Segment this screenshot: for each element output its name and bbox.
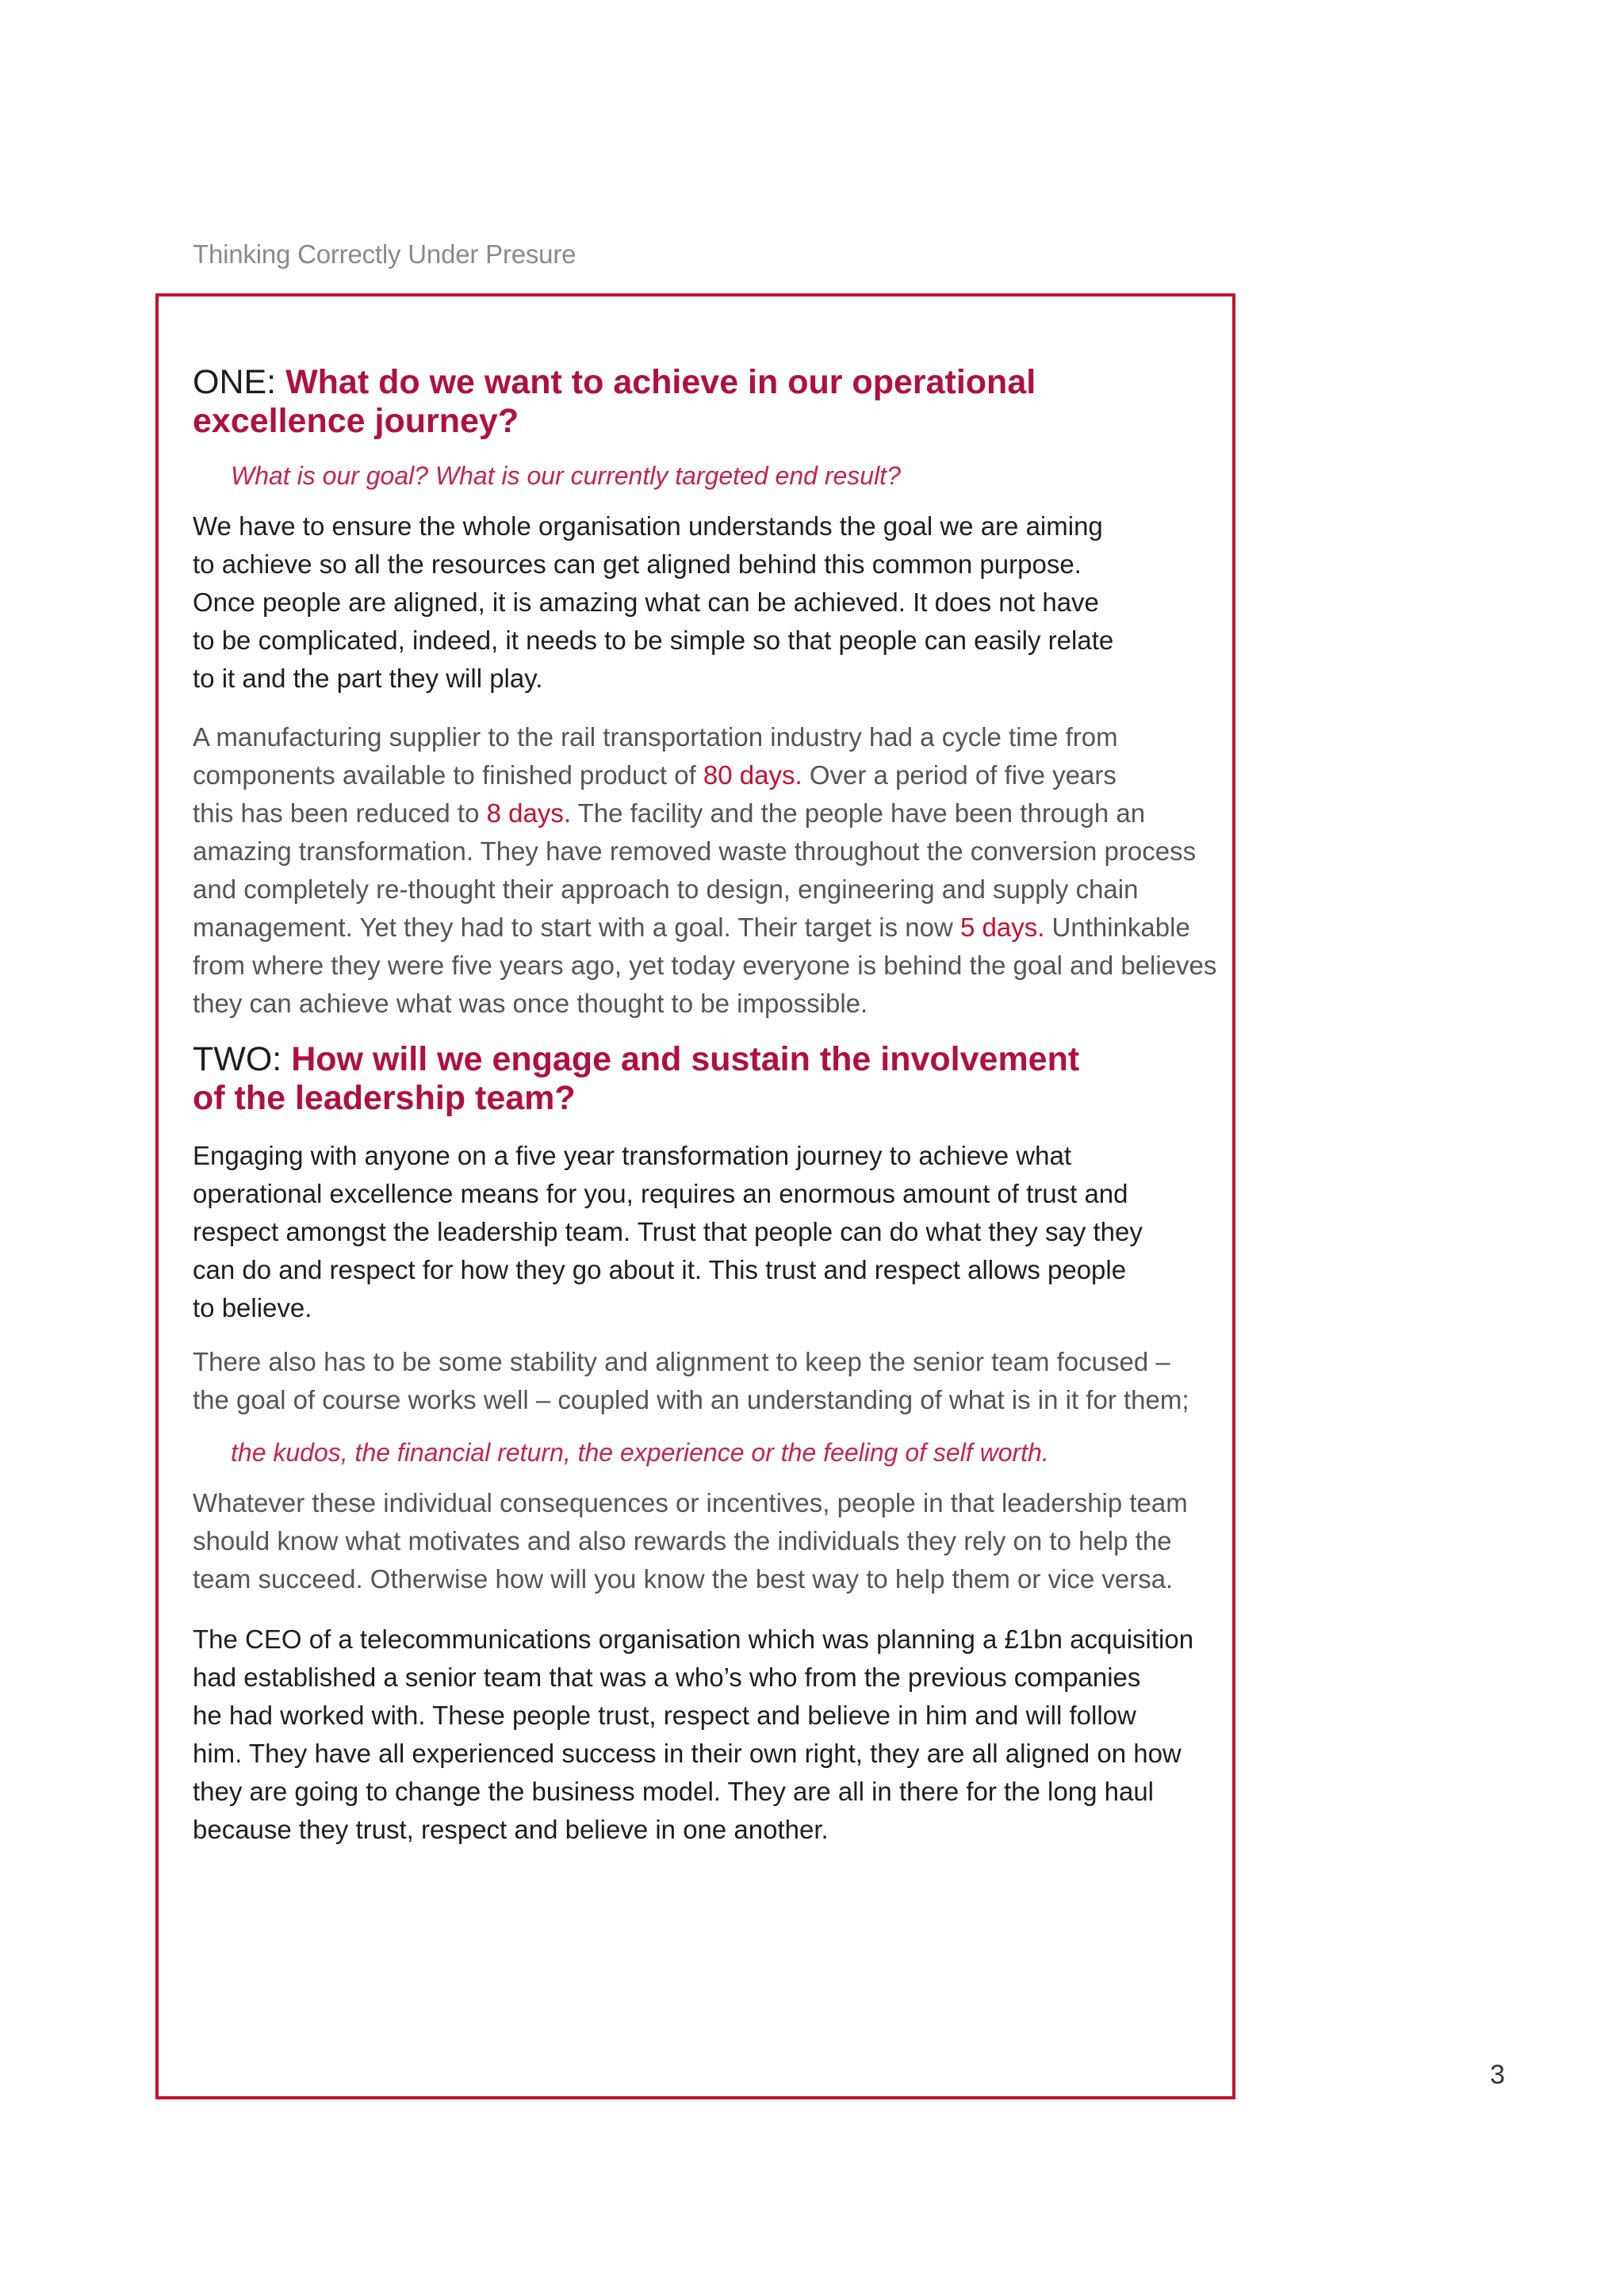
- section-one-label: ONE:: [193, 363, 286, 401]
- highlight-80-days: 80 days.: [703, 760, 802, 790]
- section-one-question-line-2: excellence journey?: [193, 402, 519, 440]
- section-one-heading: [193, 363, 1224, 441]
- text-line: to believe.: [193, 1293, 312, 1322]
- section-two-question-line-2: of the leadership team?: [193, 1079, 576, 1117]
- text-line: this has been reduced to: [193, 798, 487, 828]
- text-line: to achieve so all the resources can get aligned behind this common purpose.: [193, 549, 1082, 579]
- section-one-case-study: [193, 718, 1224, 1023]
- article-body: [193, 363, 1224, 1849]
- text-line: The facility and the people have been through an: [571, 798, 1146, 828]
- text-line: Once people are aligned, it is amazing what can be achieved. It does not have: [193, 587, 1099, 617]
- section-one-question-line-1: What do we want to achieve in our operational: [285, 363, 1036, 401]
- section-two-paragraph-3: [193, 1484, 1224, 1598]
- text-line: We have to ensure the whole organisation understands the goal we are aiming: [193, 511, 1103, 541]
- text-line: Whatever these individual consequences or incentives, people in that leadership team: [193, 1488, 1188, 1517]
- text-line: Unthinkable: [1044, 913, 1190, 942]
- highlight-8-days: 8 days.: [486, 798, 571, 828]
- text-line: respect amongst the leadership team. Trust that people can do what they say they: [193, 1217, 1143, 1246]
- text-line: he had worked with. These people trust, respect and believe in him and will follow: [193, 1701, 1136, 1730]
- text-line: and completely re-thought their approach to design, engineering and supply chain: [193, 874, 1139, 904]
- section-two-case-study: [193, 1621, 1224, 1849]
- section-one-paragraph-1: [193, 507, 1224, 698]
- text-line: from where they were five years ago, yet today everyone is behind the goal and believes: [193, 951, 1217, 980]
- text-line: The CEO of a telecommunications organisation which was planning a £1bn acquisition: [193, 1624, 1194, 1654]
- section-two-heading: [193, 1040, 1224, 1118]
- section-one-sub-question: What is our goal? What is our currently targeted end result?: [231, 461, 901, 490]
- text-line: A manufacturing supplier to the rail transportation industry had a cycle time from: [193, 722, 1118, 752]
- text-line: they can achieve what was once thought to be impossible.: [193, 989, 868, 1018]
- text-line: Engaging with anyone on a five year transformation journey to achieve what: [193, 1141, 1071, 1170]
- page-number: 3: [1490, 2060, 1505, 2090]
- text-line: had established a senior team that was a who’s who from the previous companies: [193, 1663, 1141, 1692]
- text-line: team succeed. Otherwise how will you know the best way to help them or vice versa.: [193, 1564, 1174, 1594]
- text-line: amazing transformation. They have removed waste throughout the conversion process: [193, 836, 1197, 866]
- text-line: management. Yet they had to start with a goal. Their target is now: [193, 913, 960, 942]
- running-header-title: Thinking Correctly Under Presure: [193, 239, 576, 269]
- text-line: to it and the part they will play.: [193, 664, 543, 693]
- text-line: Over a period of five years: [802, 760, 1116, 790]
- text-line: to be complicated, indeed, it needs to be simple so that people can easily relate: [193, 626, 1114, 655]
- text-line: him. They have all experienced success in their own right, they are all aligned on how: [193, 1739, 1182, 1768]
- text-line: operational excellence means for you, requires an enormous amount of trust and: [193, 1179, 1128, 1208]
- text-line: because they trust, respect and believe in one another.: [193, 1815, 829, 1844]
- section-two-quote: the kudos, the financial return, the experience or the feeling of self worth.: [231, 1438, 1049, 1467]
- section-two-paragraph-1: [193, 1137, 1224, 1327]
- section-two-paragraph-2: [193, 1343, 1224, 1419]
- text-line: can do and respect for how they go about it. This trust and respect allows people: [193, 1255, 1127, 1284]
- text-line: should know what motivates and also rewards the individuals they rely on to help the: [193, 1526, 1172, 1556]
- section-two-label: TWO:: [193, 1040, 292, 1078]
- text-line: they are going to change the business model. They are all in there for the long haul: [193, 1777, 1155, 1806]
- text-line: components available to finished product of: [193, 760, 703, 790]
- highlight-5-days: 5 days.: [959, 913, 1045, 942]
- text-line: the goal of course works well – coupled with an understanding of what is in it for them;: [193, 1385, 1189, 1414]
- section-two-question-line-1: How will we engage and sustain the involvement: [291, 1040, 1080, 1078]
- text-line: There also has to be some stability and alignment to keep the senior team focused –: [193, 1347, 1170, 1376]
